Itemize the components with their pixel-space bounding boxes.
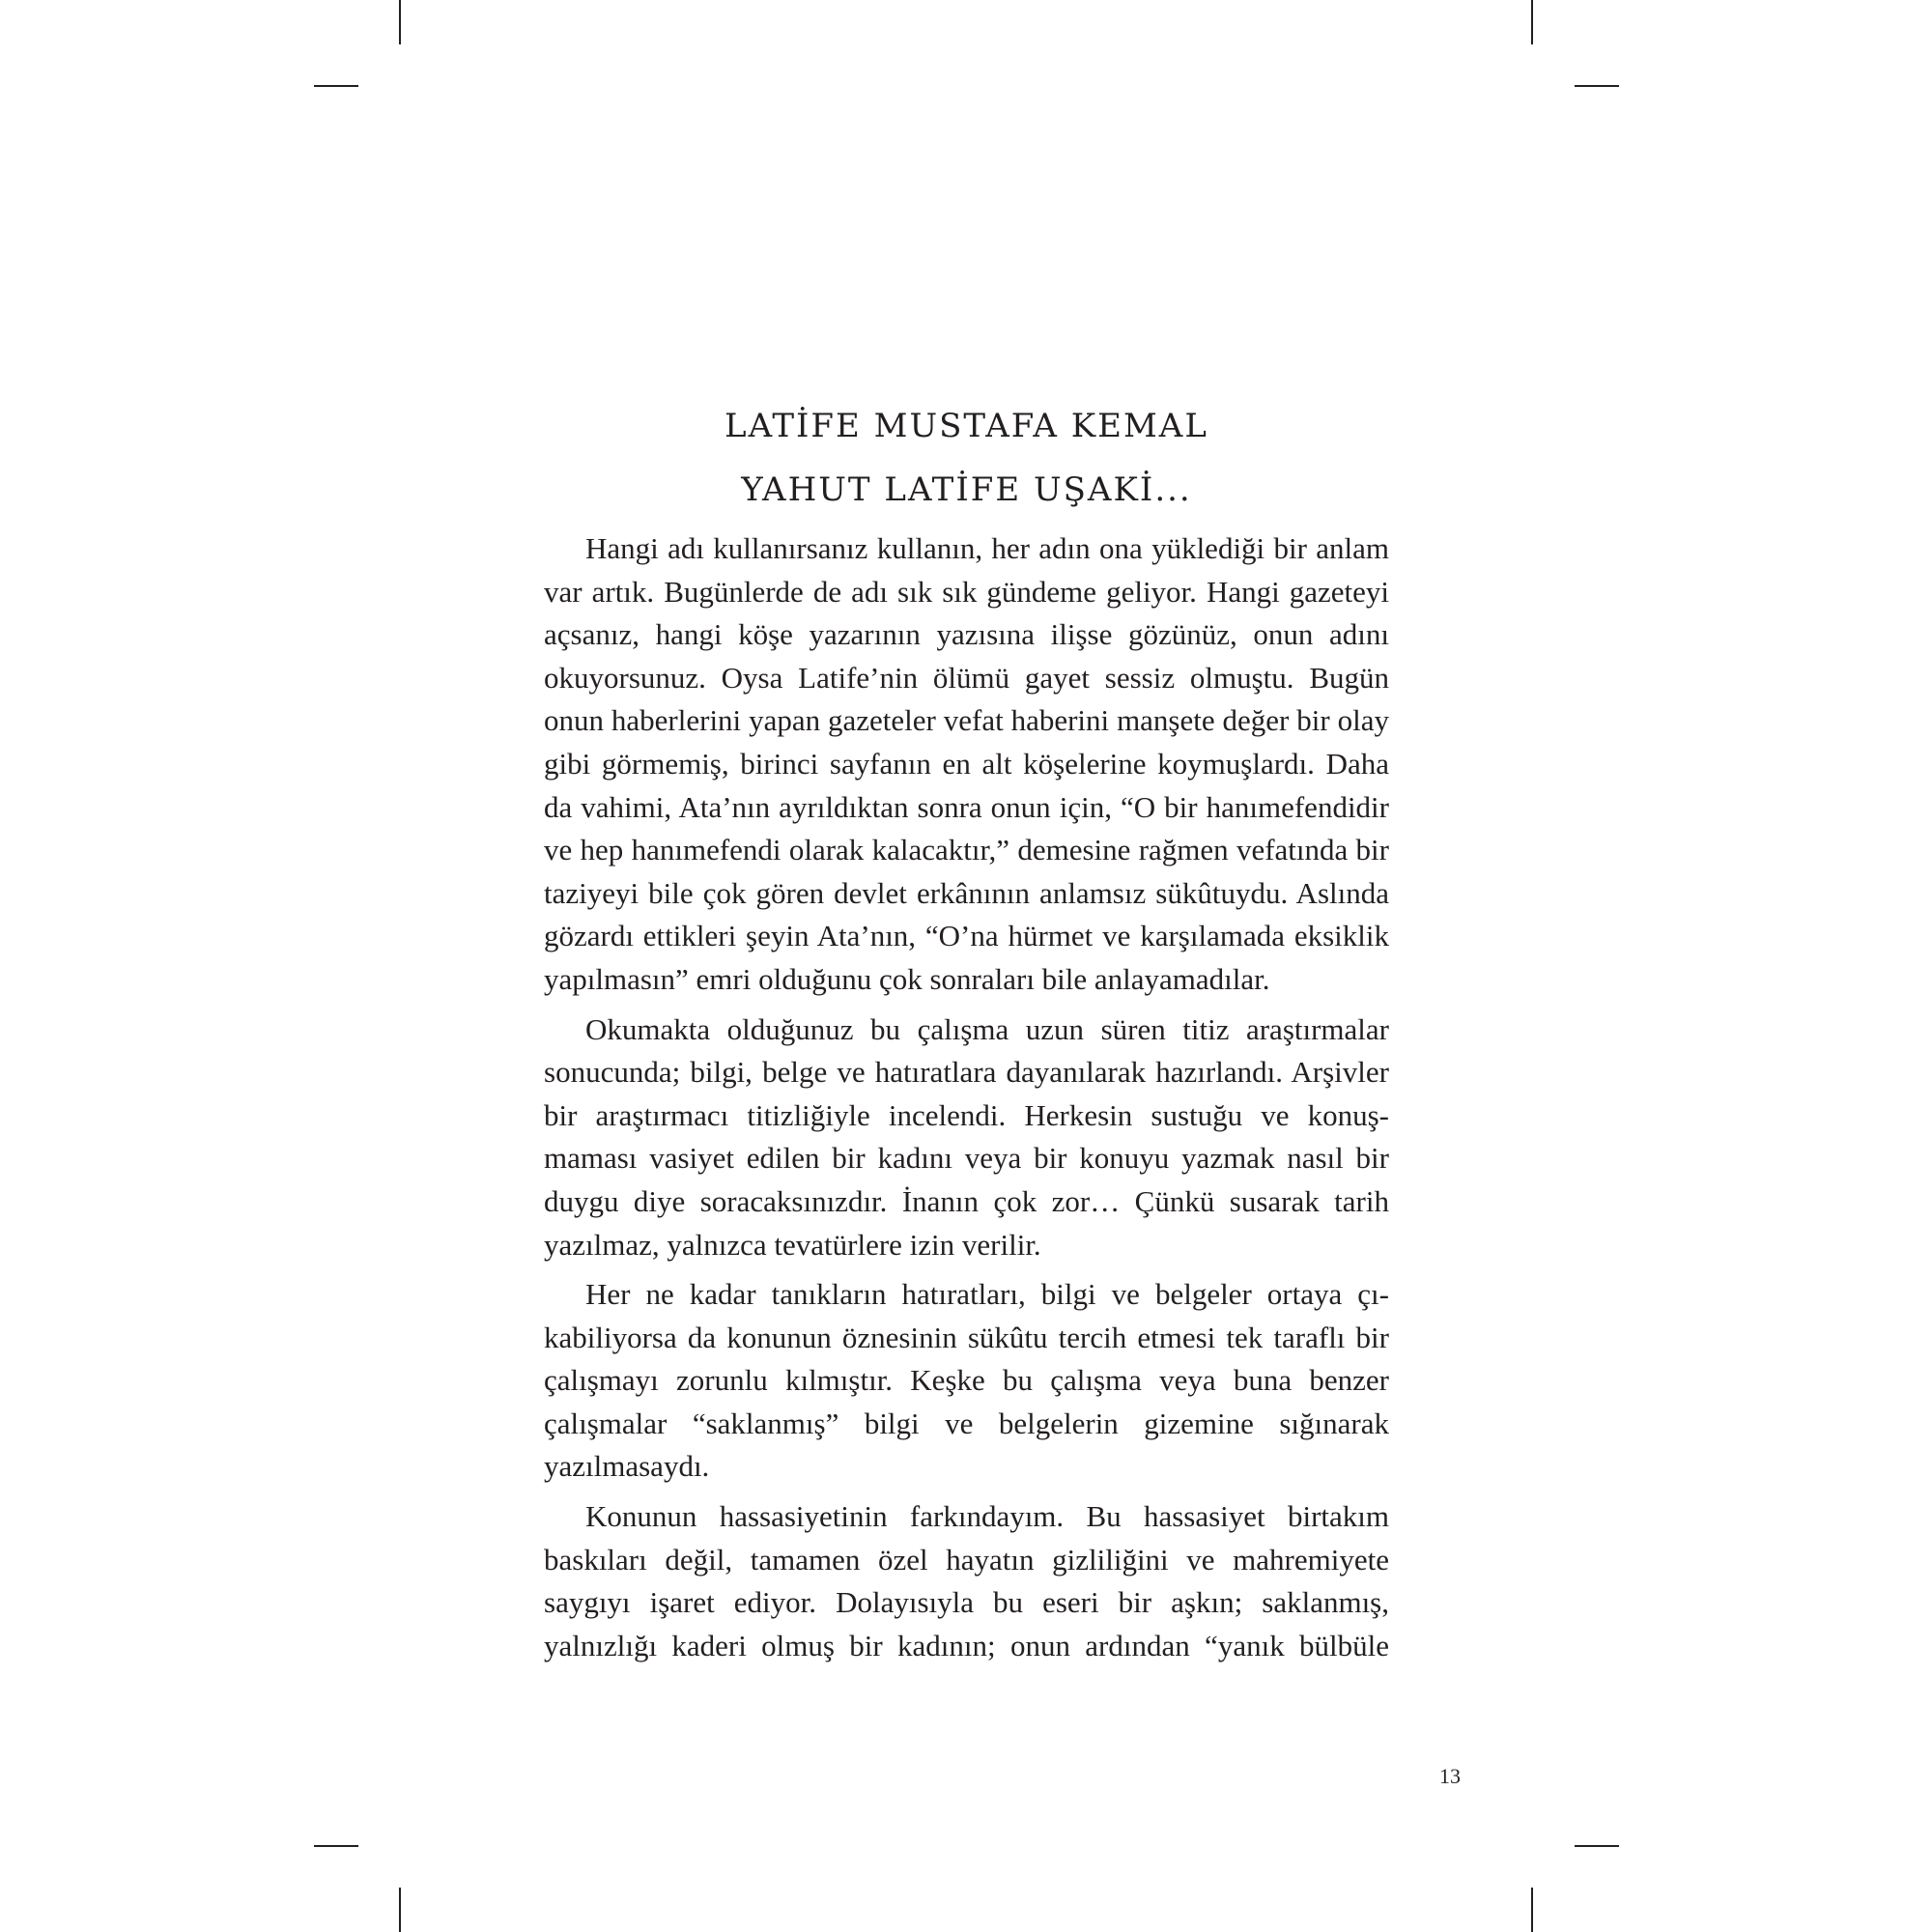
crop-mark-bottom-right-h [1575, 1845, 1619, 1847]
crop-mark-top-left-h [314, 85, 358, 87]
paragraph-3: Her ne kadar tanıkların hatıratları, bilgi ve belgeler ortaya çıkabiliyorsa da konunun öznesinin sükûtu tercih etmesi tek taraflı bir çalışmayı zorunlu kılmıştır. Keşke bu çalışma veya buna benzer çalışmalar “saklanmış” bilgi ve belgelerin gizemine sığınarak yazılmasaydı. [544, 1277, 1389, 1484]
crop-mark-top-right-h [1575, 85, 1619, 87]
body-text [544, 527, 1389, 1667]
page-number: 13 [1439, 1764, 1461, 1788]
crop-mark-top-left [399, 0, 401, 44]
crop-mark-bottom-left [399, 1888, 401, 1932]
paragraph-1: Hangi adı kullanırsanız kullanın, her adın ona yüklediği bir anlam var artık. Bugünlerde de adı sık sık gündeme geliyor. Hangi gazeteyi açsanız, hangi köşe yazarının yazısına ilişse gözünüz, onun adını okuyorsunuz. Oysa Latife’nin ölümü gayet sessiz olmuştu. Bugün onun haberlerini yapan gazeteler vefat haberini manşete değer bir olay gibi görmemiş, birinci sayfanın en alt köşelerine koymuşlardı. Daha da vahimi, Ata’nın ayrıldıktan sonra onun için, “O bir hanımefendidir ve hep hanımefendi olarak kalacaktır,” demesine rağmen vefatında bir taziyeyi bile çok gören devlet erkânının anlamsız sükûtuydu. Aslında gözardı ettikleri şeyin Ata’nın, “O’na hürmet ve karşılamada eksiklik yapılmasın” emri olduğunu çok sonraları bile anlayamadılar. [544, 531, 1389, 996]
chapter-title-line-2: YAHUT LATİFE UŞAKİ... [741, 470, 1192, 509]
crop-mark-bottom-left-h [314, 1845, 358, 1847]
crop-mark-bottom-right [1531, 1888, 1533, 1932]
paragraph-2: Okumakta olduğunuz bu çalışma uzun süren titiz araştırmalar sonucunda; bilgi, belge ve hatıratlara dayanılarak hazırlandı. Arşivler bir araştırmacı titizliğiyle incelendi. Herkesin sustuğu ve konuşmaması vasiyet edilen bir kadını veya bir konuyu yazmak nasıl bir duygu diye soracaksınızdır. İnanın çok zor… Çünkü susarak tarih yazılmaz, yalnızca tevatürlere izin verilir. [544, 1011, 1389, 1262]
chapter-title [544, 394, 1389, 522]
chapter-title-line-1: LATİFE MUSTAFA KEMAL [724, 407, 1208, 445]
crop-mark-top-right [1531, 0, 1533, 44]
paragraph-4: Konunun hassasiyetinin farkındayım. Bu hassasiyet birtakım baskıları değil, tamamen özel hayatın gizliliğini ve mahremiyete saygıyı işaret ediyor. Dolayısıyla bu eseri bir aşkın; saklanmış, yalnızlığı kaderi olmuş bir kadının; onun ardından “yanık bülbüle [544, 1499, 1389, 1662]
